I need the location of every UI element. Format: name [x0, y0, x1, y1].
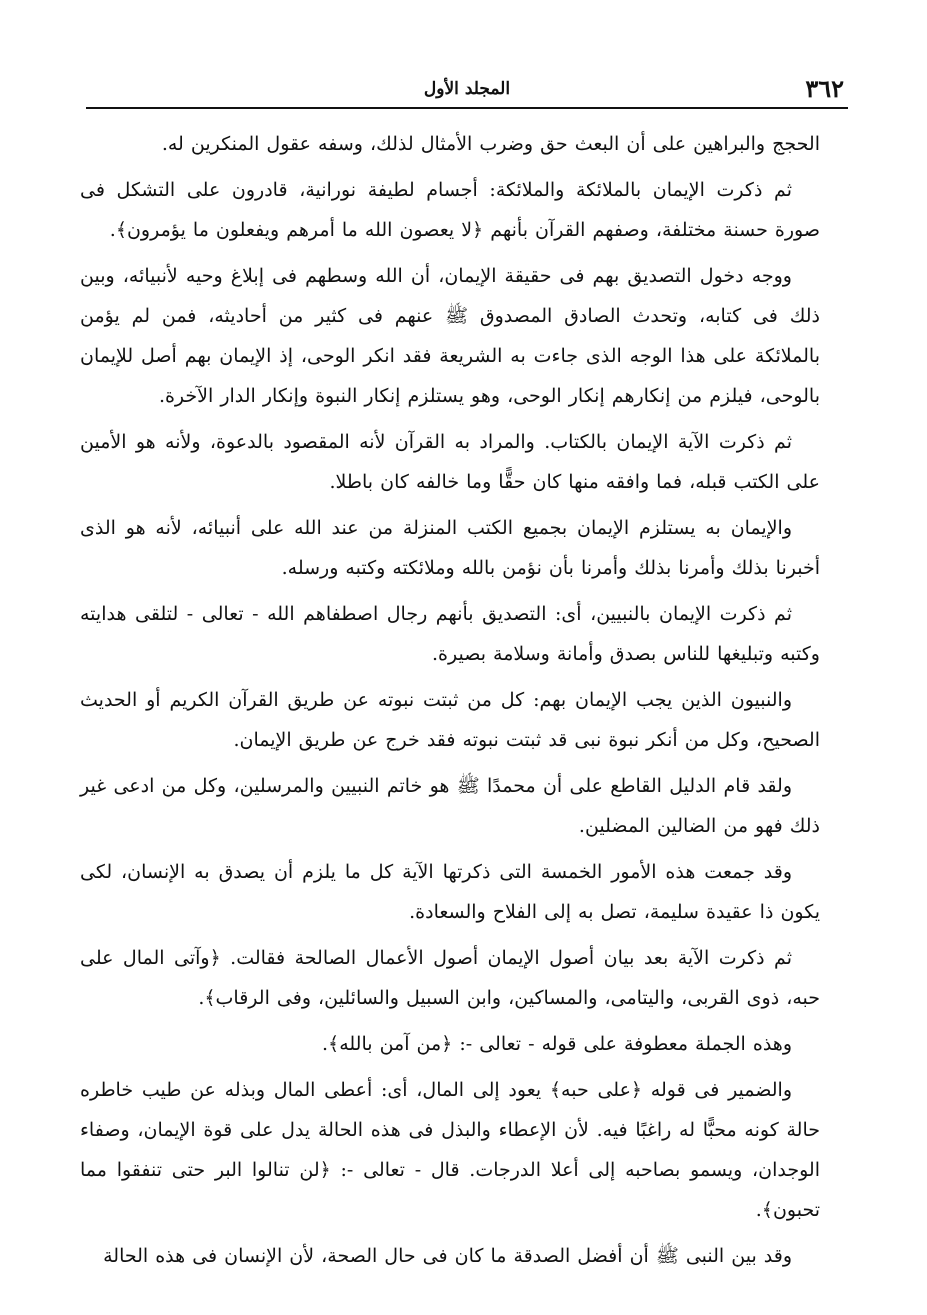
paragraph-2: ثم ذكرت الإيمان بالملائكة والملائكة: أجسام لطيفة نورانية، قادرون على التشكل فى صورة حسنة مختلفة، وصفهم القرآن بأنهم ﴿لا يعصون الله ما أمرهم ويفعلون ما يؤمرون﴾.: [80, 179, 820, 241]
paragraph-6: ثم ذكرت الإيمان بالنبيين، أى: التصديق بأنهم رجال اصطفاهم الله - تعالى - لتلقى هدايته وكتبه وتبليغها للناس بصدق وأمانة وسلامة بصيرة.: [80, 603, 820, 665]
running-title: المجلد الأول: [423, 79, 511, 99]
paragraph-13: وقد بين النبى ﷺ أن أفضل الصدقة ما كان فى حال الصحة، لأن الإنسان فى هذه الحالة: [103, 1245, 792, 1267]
paragraph-3: ووجه دخول التصديق بهم فى حقيقة الإيمان، أن الله وسطهم فى إبلاغ وحيه لأنبيائه، وبين ذلك فى كتابه، وتحدث الصادق المصدوق ﷺ عنهم فى كثير من أحاديثه، فمن لم يؤمن بالملائكة على هذا الوجه الذى جاءت به الشريعة فقد انكر الوحى، إذ الإيمان بهم أصل للإيمان بالوحى، فيلزم من إنكارهم إنكار الوحى، وهو يستلزم إنكار النبوة وإنكار الدار الآخرة.: [80, 265, 820, 407]
header-divider: [86, 107, 848, 109]
paragraph-12: والضمير فى قوله ﴿على حبه﴾ يعود إلى المال، أى: أعطى المال وبذله عن طيب خاطره حالة كونه محبًّا له راغبًا فيه. لأن الإعطاء والبذل فى هذه الحالة يدل على قوة الإيمان، وصفاء الوجدان، ويسمو بصاحبه إلى أعلا الدرجات. قال - تعالى -: ﴿لن تنالوا البر حتى تنفقوا مما تحبون﴾.: [80, 1079, 820, 1221]
paragraph-1: الحجج والبراهين على أن البعث حق وضرب الأمثال لذلك، وسفه عقول المنكرين له.: [161, 133, 820, 155]
page-number: ٣٦٢: [805, 74, 844, 103]
paragraph-8: ولقد قام الدليل القاطع على أن محمدًا ﷺ هو خاتم النبيين والمرسلين، وكل من ادعى غير ذلك فهو من الضالين المضلين.: [80, 775, 820, 837]
paragraph-4: ثم ذكرت الآية الإيمان بالكتاب. والمراد به القرآن لأنه المقصود بالدعوة، ولأنه هو الأمين على الكتب قبله، فما وافقه منها كان حقًّا وما خالفه كان باطلا.: [80, 431, 820, 493]
page-body: [80, 124, 820, 1282]
paragraph-10: ثم ذكرت الآية بعد بيان أصول الإيمان أصول الأعمال الصالحة فقالت. ﴿وآتى المال على حبه، ذوى القربى، واليتامى، والمساكين، وابن السبيل والسائلين، وفى الرقاب﴾.: [80, 947, 820, 1009]
paragraph-5: والإيمان به يستلزم الإيمان بجميع الكتب المنزلة من عند الله على أنبيائه، لأنه هو الذى أخبرنا بذلك وأمرنا بذلك وأمرنا بأن نؤمن بالله وملائكته وكتبه ورسله.: [80, 517, 820, 579]
page-header: [86, 72, 848, 106]
paragraph-7: والنبيون الذين يجب الإيمان بهم: كل من ثبتت نبوته عن طريق القرآن الكريم أو الحديث الصحيح، وكل من أنكر نبوة نبى قد ثبتت نبوته فقد خرج عن طريق الإيمان.: [80, 689, 820, 751]
paragraph-11: وهذه الجملة معطوفة على قوله - تعالى -: ﴿من آمن بالله﴾.: [322, 1033, 792, 1055]
paragraph-9: وقد جمعت هذه الأمور الخمسة التى ذكرتها الآية كل ما يلزم أن يصدق به الإنسان، لكى يكون ذا عقيدة سليمة، تصل به إلى الفلاح والسعادة.: [80, 861, 820, 923]
